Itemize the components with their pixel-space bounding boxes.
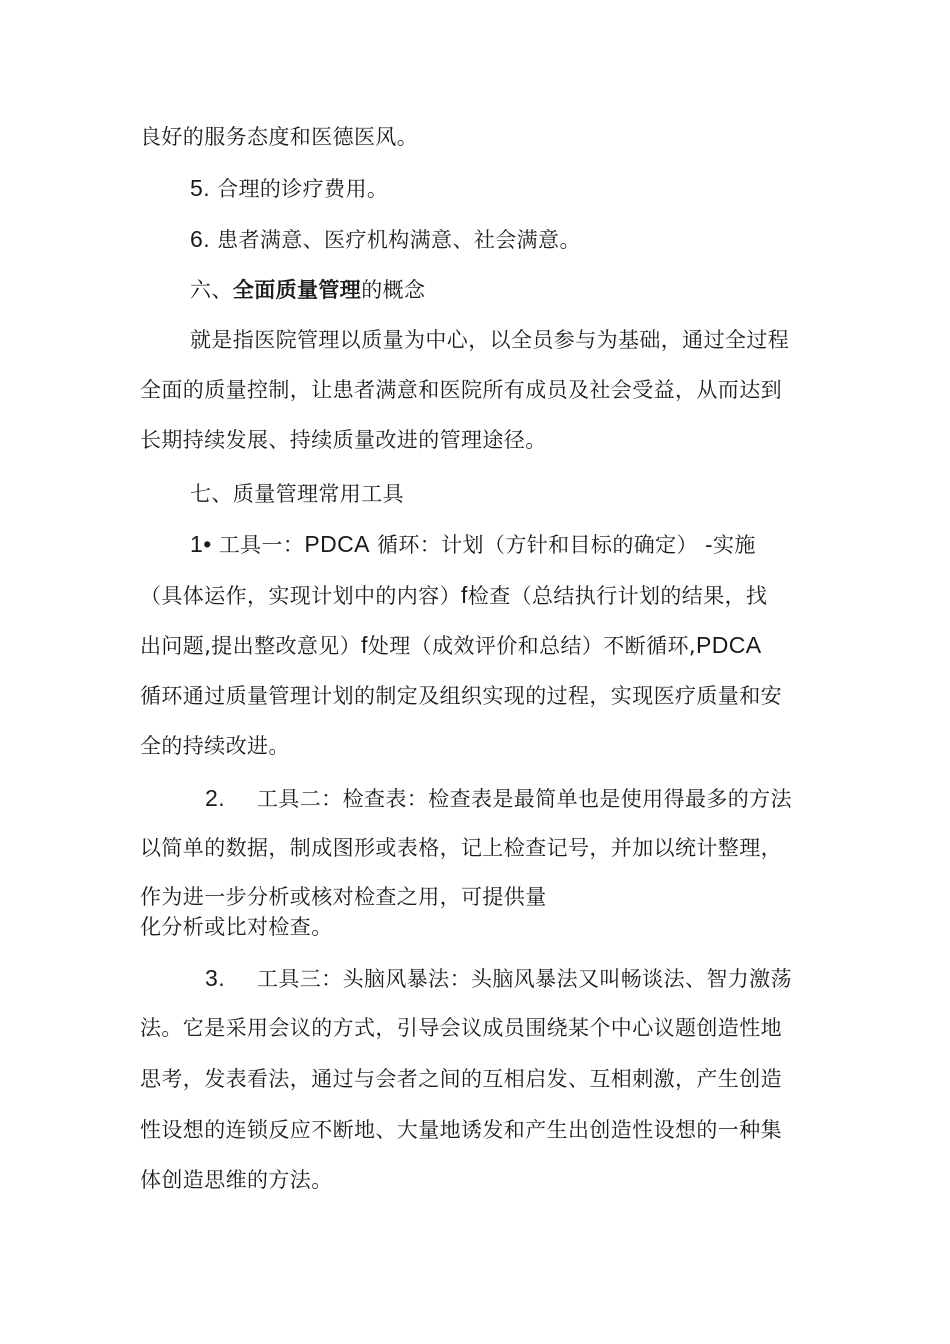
paragraph-line: 化分析或比对检查。 [140, 915, 333, 939]
paragraph-line: 思考，发表看法，通过与会者之间的互相启发、互相刺激，产生创造 [140, 1067, 782, 1091]
tool-3-line: 3. 工具三：头脑风暴法：头脑风暴法又叫畅谈法、智力激荡 [205, 965, 792, 991]
list-number: 2. [205, 785, 225, 811]
list-number: 1• [190, 531, 212, 557]
paragraph-line: 良好的服务态度和医德医风。 [140, 125, 419, 149]
paragraph-line: 性设想的连锁反应不断地、大量地诱发和产生出创造性设想的一种集 [140, 1118, 782, 1142]
section-heading-7: 七、质量管理常用工具 [190, 482, 404, 506]
paragraph-line: 全的持续改进。 [140, 734, 290, 758]
tool-1-line: 1• 工具一：PDCA 循环：计划（方针和目标的确定） -实施 [190, 531, 756, 557]
paragraph-line: 长期持续发展、持续质量改进的管理途径。 [140, 428, 547, 452]
section-heading-6: 六、全面质量管理的概念 [190, 278, 426, 302]
paragraph-line: 体创造思维的方法。 [140, 1168, 333, 1192]
list-number: 3. [205, 965, 225, 991]
tool-2-line: 2. 工具二：检查表：检查表是最简单也是使用得最多的方法 [205, 785, 792, 811]
list-number: 5. [190, 175, 210, 201]
list-number: 6. [190, 226, 210, 252]
paragraph-line: 作为进一步分析或核对检查之用，可提供量 [140, 885, 547, 909]
list-item-6: 6. 患者满意、医疗机构满意、社会满意。 [190, 226, 581, 252]
paragraph-line: 出问题,提出整改意见）f处理（成效评价和总结）不断循环,PDCA [140, 632, 762, 658]
paragraph-line: 法。它是采用会议的方式，引导会议成员围绕某个中心议题创造性地 [140, 1016, 782, 1040]
paragraph-line: 循环通过质量管理计划的制定及组织实现的过程，实现医疗质量和安 [140, 684, 782, 708]
paragraph-line: 全面的质量控制，让患者满意和医院所有成员及社会受益，从而达到 [140, 378, 782, 402]
paragraph-line: 以简单的数据，制成图形或表格，记上检查记号，并加以统计整理， [140, 836, 782, 860]
list-item-5: 5. 合理的诊疗费用。 [190, 175, 389, 201]
paragraph-line: （具体运作，实现计划中的内容）f检查（总结执行计划的结果，找 [140, 582, 768, 608]
bold-term: 全面质量管理 [232, 278, 362, 302]
paragraph-line: 就是指医院管理以质量为中心，以全员参与为基础，通过全过程 [190, 328, 790, 352]
